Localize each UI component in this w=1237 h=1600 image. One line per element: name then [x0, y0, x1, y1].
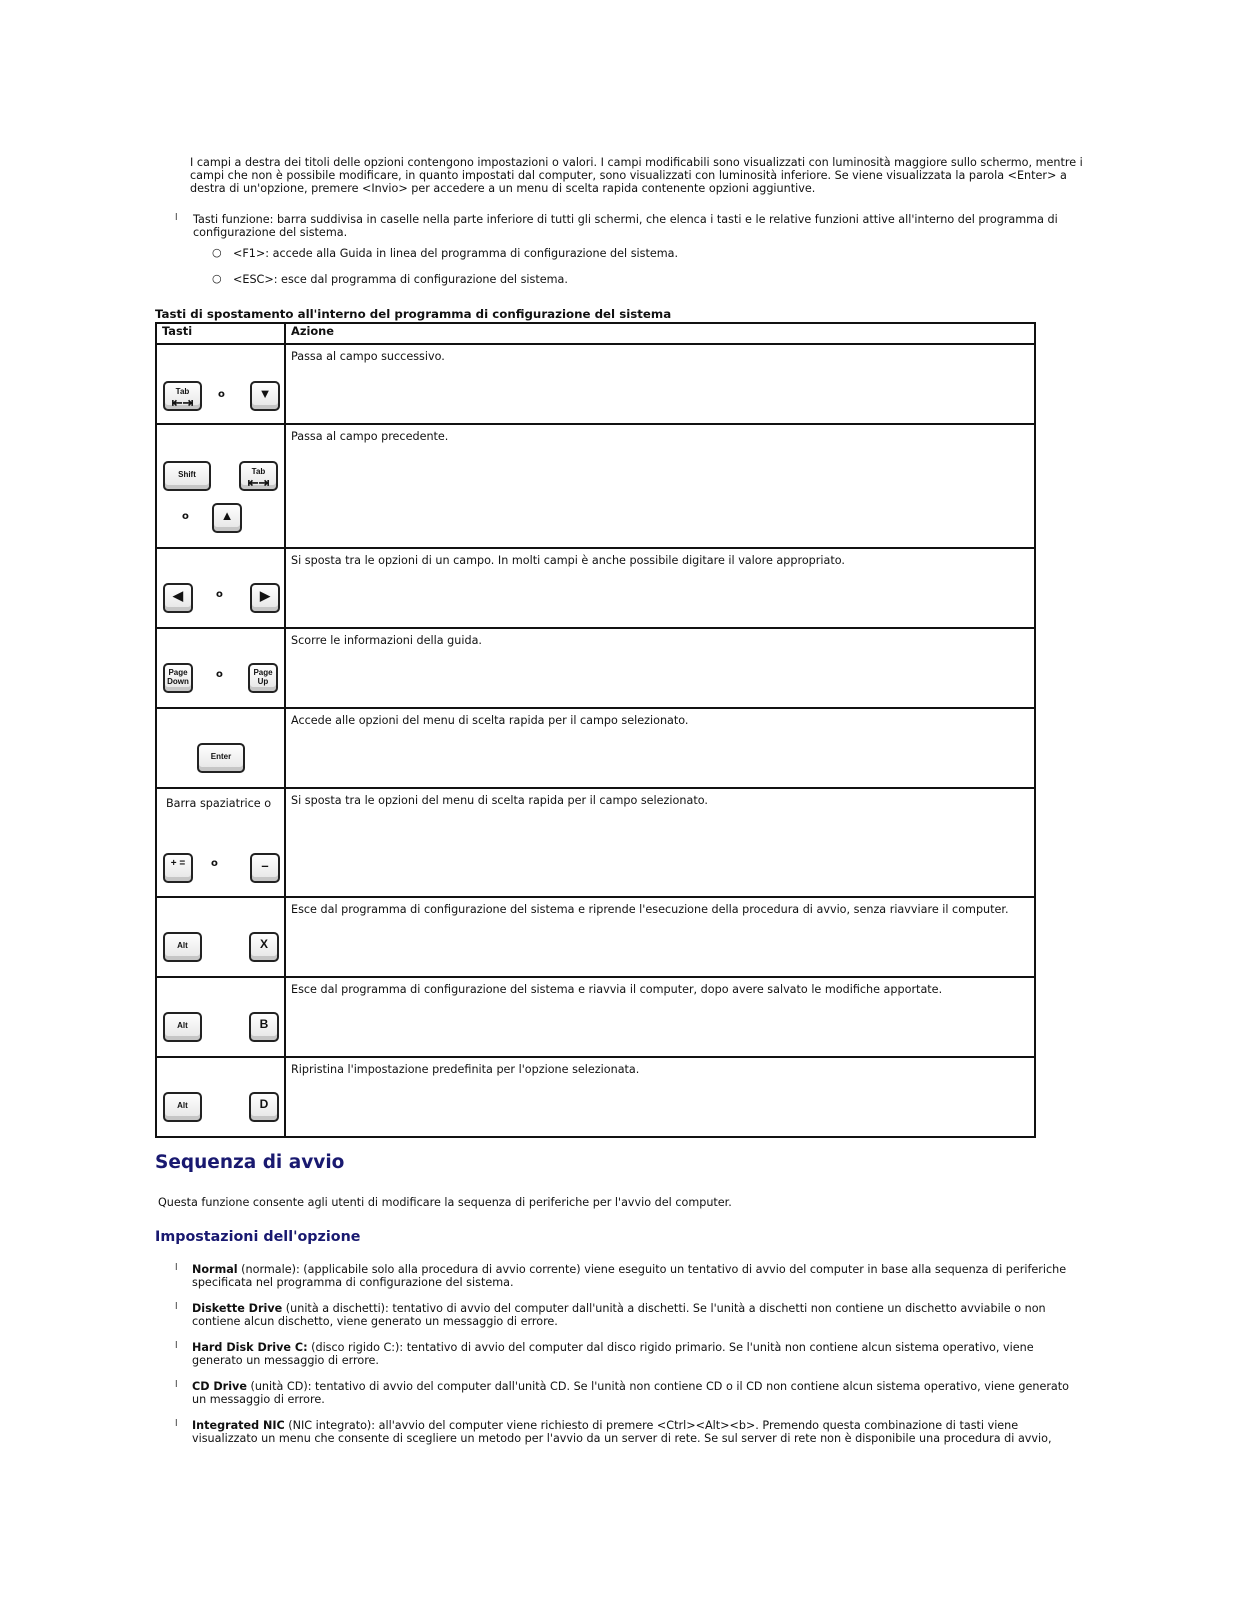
enter-key-icon: Enter [197, 743, 245, 773]
option-text: (normale): (applicabile solo alla procedura di avvio corrente) viene eseguito un tentativo di avvio del computer in base alla sequenza di periferiche specificata nel programma di configurazione del sistema. [192, 1263, 1067, 1289]
keys-cell [156, 788, 285, 897]
keys-cell [156, 628, 285, 708]
action-cell: Scorre le informazioni della guida. [285, 628, 1035, 708]
action-cell: Si sposta tra le opzioni del menu di scelta rapida per il campo selezionato. [285, 788, 1035, 897]
section-title-boot-sequence: Sequenza di avvio [155, 1152, 345, 1173]
b-key-icon: B [249, 1012, 279, 1042]
alt-key-icon: Alt [163, 1092, 202, 1122]
keys-cell [156, 977, 285, 1057]
keys-cell [156, 424, 285, 548]
or-label: o [182, 511, 189, 522]
keys-cell [156, 708, 285, 788]
up-arrow-key-icon: ▲ [212, 503, 242, 533]
action-cell: Accede alle opzioni del menu di scelta rapida per il campo selezionato. [285, 708, 1035, 788]
list-item [175, 1302, 1080, 1328]
table-row [156, 788, 1035, 897]
tab-key-icon: Tab ⇤⇥ [239, 461, 278, 491]
sub-item-text: <ESC>: esce dal programma di configurazione del sistema. [233, 273, 568, 286]
down-arrow-key-icon: ▼ [250, 381, 280, 411]
d-key-icon: D [249, 1092, 279, 1122]
alt-key-icon: Alt [163, 1012, 202, 1042]
table-row [156, 977, 1035, 1057]
tab-key-icon: Tab ⇤⇥ [163, 381, 202, 411]
option-text: (NIC integrato): all'avvio del computer viene richiesto di premere <Ctrl><Alt><b>. Premendo questa combinazione di tasti viene visualizzato un menu che consente di scegliere un metodo per l'avvio da un server di rete. Se sul server di rete non è disponibile una procedura di avvio, [192, 1419, 1052, 1445]
circle-bullet-icon: ○ [212, 246, 222, 259]
shift-key-icon: Shift [163, 461, 211, 491]
table-row [156, 897, 1035, 977]
function-keys-text: Tasti funzione: barra suddivisa in caselle nella parte inferiore di tutti gli schermi, che elenca i tasti e le relative funzioni attive all'interno del programma di configurazione del sistema. [193, 213, 1058, 239]
table-row [156, 1057, 1035, 1137]
action-cell: Passa al campo successivo. [285, 344, 1035, 424]
option-name: Diskette Drive [192, 1302, 283, 1315]
action-cell: Passa al campo precedente. [285, 424, 1035, 548]
sub-item-text: <F1>: accede alla Guida in linea del programma di configurazione del sistema. [233, 247, 679, 260]
bullet-marker: l [175, 1302, 178, 1312]
x-key-icon: X [249, 932, 279, 962]
function-keys-item [175, 213, 1080, 239]
alt-key-icon: Alt [163, 932, 202, 962]
table-row [156, 548, 1035, 628]
minus-key-icon: – [250, 853, 280, 883]
table-row [156, 628, 1035, 708]
circle-bullet-icon: ○ [212, 272, 222, 285]
keys-cell [156, 1057, 285, 1137]
list-item [175, 1419, 1080, 1445]
sub-item-f1 [212, 246, 679, 260]
sub-item-esc [212, 272, 568, 286]
boot-sequence-description: Questa funzione consente agli utenti di modificare la sequenza di periferiche per l'avvio del computer. [158, 1196, 732, 1209]
bullet-marker: l [175, 1263, 178, 1273]
bullet-marker: l [175, 1419, 178, 1429]
spacebar-label: Barra spaziatrice o [166, 797, 272, 810]
action-cell: Esce dal programma di configurazione del sistema e riavvia il computer, dopo avere salvato le modifiche apportate. [285, 977, 1035, 1057]
bullet-marker: l [175, 1341, 178, 1351]
table-row [156, 424, 1035, 548]
keys-cell [156, 548, 285, 628]
or-label: o [216, 669, 223, 680]
page-up-key-icon: Page Up [248, 663, 278, 693]
option-name: Normal [192, 1263, 238, 1276]
table-row [156, 344, 1035, 424]
keys-cell [156, 897, 285, 977]
column-header-action: Azione [285, 323, 1035, 344]
intro-paragraph: I campi a destra dei titoli delle opzioni contengono impostazioni o valori. I campi modificabili sono visualizzati con luminosità maggiore sullo schermo, mentre i campi che non è possibile modificare, in quanto impostati dal computer, sono visualizzati con luminosità inferiore. Se viene visualizzata la parola <Enter> a destra di un'opzione, premere <Invio> per accedere a un menu di scelta rapida contenente opzioni aggiuntive. [190, 156, 1083, 195]
list-item [175, 1380, 1080, 1406]
action-cell: Si sposta tra le opzioni di un campo. In molti campi è anche possibile digitare il valore appropriato. [285, 548, 1035, 628]
option-text: (unità CD): tentativo di avvio del computer dall'unità CD. Se l'unità non contiene CD o il CD non contiene alcun sistema operativo, viene generato un messaggio di errore. [192, 1380, 1070, 1406]
or-label: o [218, 389, 225, 400]
list-item [175, 1341, 1080, 1367]
right-arrow-key-icon: ▶ [250, 583, 280, 613]
bullet-marker: l [175, 213, 178, 223]
option-text: (unità a dischetti): tentativo di avvio del computer dall'unità a dischetti. Se l'unità a dischetti non contiene un dischetto avviabile o non contiene alcun dischetto, viene generato un messaggio di errore. [192, 1302, 1046, 1328]
left-arrow-key-icon: ◀ [163, 583, 193, 613]
or-label: o [211, 858, 218, 869]
action-cell: Ripristina l'impostazione predefinita per l'opzione selezionata. [285, 1057, 1035, 1137]
table-row [156, 708, 1035, 788]
option-settings-title: Impostazioni dell'opzione [155, 1229, 361, 1245]
page-down-key-icon: Page Down [163, 663, 193, 693]
table-caption: Tasti di spostamento all'interno del programma di configurazione del sistema [155, 307, 672, 321]
option-name: CD Drive [192, 1380, 247, 1393]
keys-cell [156, 344, 285, 424]
option-text: (disco rigido C:): tentativo di avvio del computer dal disco rigido primario. Se l'unità non contiene alcun sistema operativo, viene generato un messaggio di errore. [192, 1341, 1034, 1367]
or-label: o [216, 589, 223, 600]
list-item [175, 1263, 1080, 1289]
option-name: Integrated NIC [192, 1419, 285, 1432]
navigation-keys-table [155, 322, 1036, 1138]
bullet-marker: l [175, 1380, 178, 1390]
table-header-row [156, 323, 1035, 344]
column-header-keys: Tasti [156, 323, 285, 344]
plus-equals-key-icon: + = [163, 853, 193, 883]
option-name: Hard Disk Drive C: [192, 1341, 308, 1354]
action-cell: Esce dal programma di configurazione del sistema e riprende l'esecuzione della procedura di avvio, senza riavviare il computer. [285, 897, 1035, 977]
